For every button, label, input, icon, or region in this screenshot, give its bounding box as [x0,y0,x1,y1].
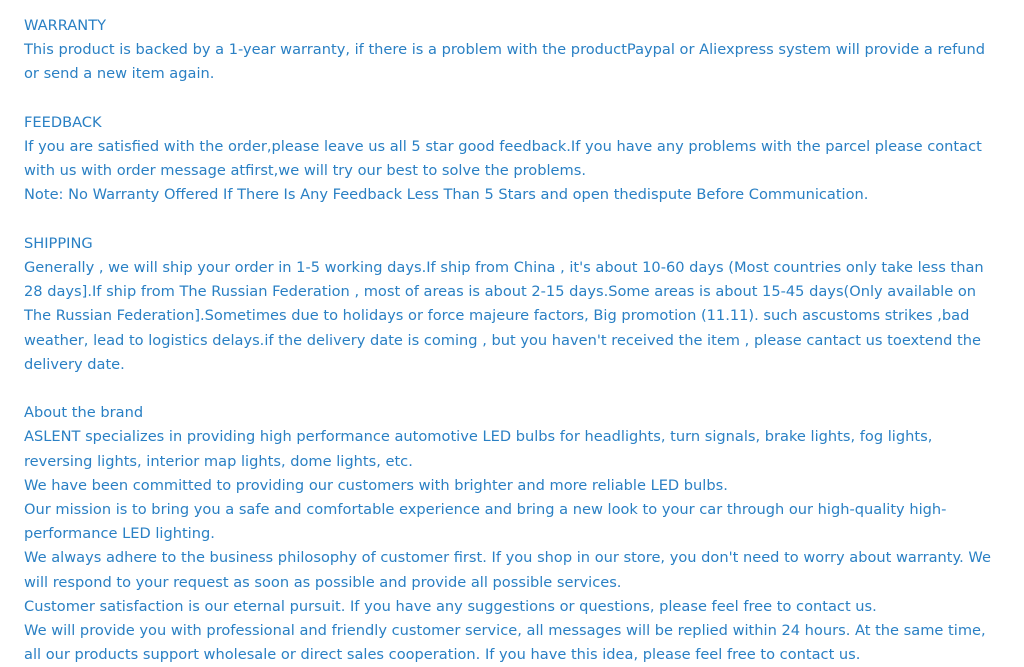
about-brand-heading: About the brand [24,404,144,422]
about-brand-paragraph: We will provide you with professional and friendly customer service, all messages will be replied within 24 hours. At the same time, all our products support wholesale or direct sales cooperation. If you have this idea, please feel free to contact us. [24,622,986,664]
about-brand-paragraph: We have been committed to providing our customers with brighter and more reliable LED bulbs. [24,476,728,494]
shipping-paragraph: Generally , we will ship your order in 1-5 working days.If ship from China , it's about 10-60 days (Most countries only take less than 28 days].If ship from The Russian Federation , most of areas is about 2-15 days.Some areas is about 15-45 days(Only available on The Russian Federation].Sometimes due to holidays or force majeure factors, Big promotion (11.11). such ascustoms strikes ,bad weather, lead to logistics delays.if the delivery date is coming , but you haven't received the item , please cantact us toextend the delivery date. [24,259,984,373]
shipping-section [24,232,1000,377]
about-brand-paragraph: Customer satisfaction is our eternal pursuit. If you have any suggestions or questions, please feel free to contact us. [24,597,877,615]
about-brand-paragraph: We always adhere to the business philosophy of customer first. If you shop in our store, you don't need to worry about warranty. We will respond to your request as soon as possible and provide all possible services. [24,549,991,591]
feedback-heading: FEEDBACK [24,113,102,131]
warranty-paragraph: This product is backed by a 1-year warranty, if there is a problem with the productPaypal or Aliexpress system will provide a refund or send a new item again. [24,41,986,83]
about-brand-section [24,401,1000,667]
feedback-note: Note: No Warranty Offered If There Is Any Feedback Less Than 5 Stars and open thedispute Before Communication. [24,186,869,204]
feedback-paragraph: If you are satisfied with the order,please leave us all 5 star good feedback.If you have any problems with the parcel please contact with us with order message atfirst,we will try our best to solve the problems. [24,138,982,180]
feedback-section [24,111,1000,208]
about-brand-paragraph: Our mission is to bring you a safe and comfortable experience and bring a new look to your car through our high-quality high-performance LED lighting. [24,501,947,543]
warranty-section [24,14,1000,87]
warranty-heading: WARRANTY [24,17,107,34]
shipping-heading: SHIPPING [24,234,93,252]
about-brand-paragraph: ASLENT specializes in providing high performance automotive LED bulbs for headlights, turn signals, brake lights, fog lights, reversing lights, interior map lights, dome lights, etc. [24,428,933,470]
